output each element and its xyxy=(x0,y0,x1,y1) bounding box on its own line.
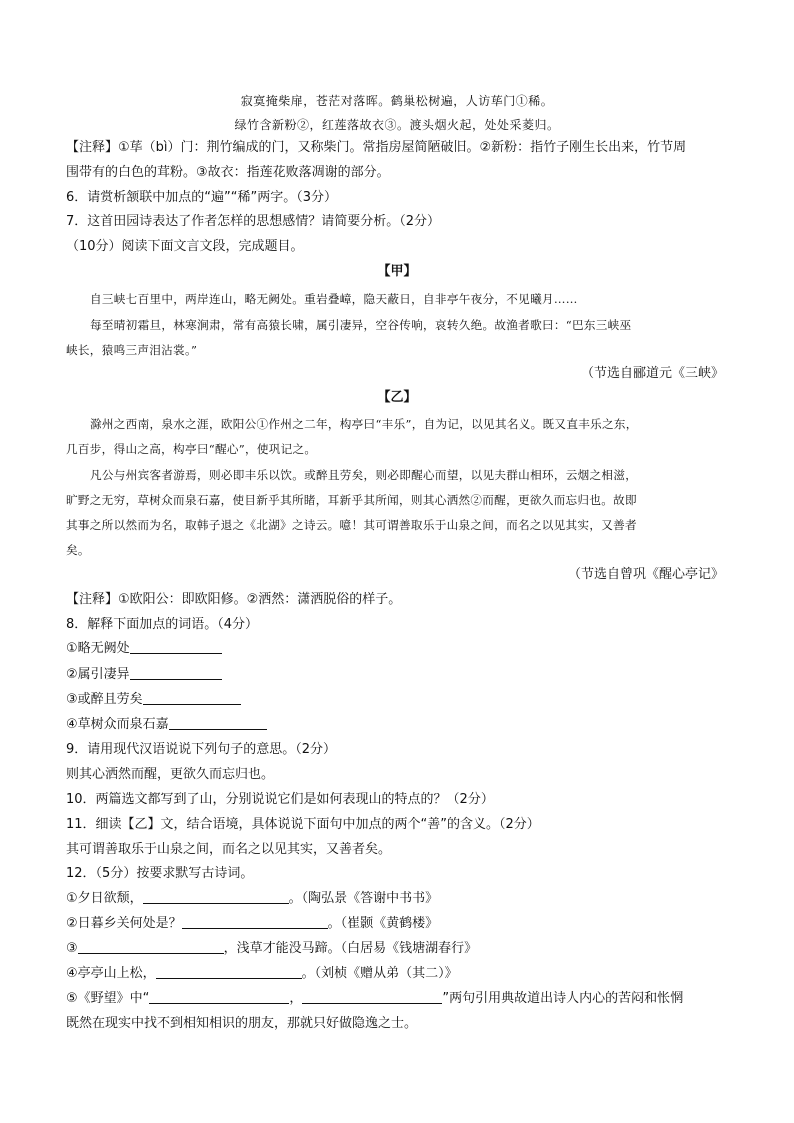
answer-blank[interactable] xyxy=(169,716,267,730)
answer-blank[interactable] xyxy=(130,640,222,654)
passage-jia-heading: 【甲】 xyxy=(377,264,417,279)
question-8-item-4: ④草树众而泉石嘉 xyxy=(66,716,267,734)
section-intro: （10分）阅读下面文言文段，完成题目。 xyxy=(66,239,304,254)
passage-jia-paragraph-1: 自三峡七百里中，两岸连山，略无阙处。重岩叠嶂，隐天蔽日，自非亭午夜分，不见曦月…… xyxy=(90,292,578,306)
answer-blank[interactable] xyxy=(143,890,289,904)
question-8-item-3: ③或醉且劳矣 xyxy=(66,691,241,709)
passage-yi-p1-line-1: 滁州之西南，泉水之涯，欧阳公①作州之二年，构亭曰“丰乐”，自为记，以见其名义。既又直丰乐之东， xyxy=(90,417,638,431)
passage-jia-source: （节选自郦道元《三峡》 xyxy=(580,366,724,381)
poem-note-line-1: 【注释】①荜（bì）门：荆竹编成的门，又称柴门。常指房屋简陋破旧。②新粉：指竹子刚生长出来，竹节周 xyxy=(66,140,687,155)
answer-blank[interactable] xyxy=(143,691,241,705)
question-12-item-5-line-2: 既然在现实中找不到相知相识的朋友，那就只好做隐逸之士。 xyxy=(66,1016,418,1031)
question-7: 7．这首田园诗表达了作者怎样的思想感情？请简要分析。（2分） xyxy=(66,214,441,229)
passage-yi-p2-line-4: 矣。 xyxy=(66,543,90,557)
passage-yi-heading: 【乙】 xyxy=(377,390,417,405)
passage-jia-paragraph-2-line-2: 峡长，猿鸣三声泪沾裳。” xyxy=(66,343,198,357)
passage-yi-source: （节选自曾巩《醒心亭记》 xyxy=(567,567,724,582)
question-12-item-2: ②日暮乡关何处是？ 。（崔颢《黄鹤楼》 xyxy=(66,916,439,931)
question-12-item-5: ⑤《野望》中“ ， ”两句引用典故道出诗人内心的苦闷和怅惘 xyxy=(66,991,684,1006)
prose-notes: 【注释】①欧阳公：即欧阳修。②洒然：潇洒脱俗的样子。 xyxy=(66,592,402,607)
answer-blank[interactable] xyxy=(149,990,289,1004)
question-9: 9．请用现代汉语说说下列句子的意思。（2分） xyxy=(66,742,337,757)
passage-yi-p2-line-1: 凡公与州宾客者游焉，则必即丰乐以饮。或醉且劳矣，则必即醒心而望，以见夫群山相环，云烟之相滋， xyxy=(90,468,638,482)
answer-blank[interactable] xyxy=(182,915,328,929)
question-10: 10．两篇选文都写到了山，分别说说它们是如何表现山的特点的？（2分） xyxy=(66,792,494,807)
answer-blank[interactable] xyxy=(156,965,302,979)
poem-note-line-2: 围带有的白色的茸粉。③故衣：指莲花败落凋谢的部分。 xyxy=(66,165,390,180)
answer-blank[interactable] xyxy=(130,666,222,680)
question-12: 12．（5分）按要求默写古诗词。 xyxy=(66,866,254,881)
question-12-item-3: ③ ，浅草才能没马蹄。（白居易《钱塘湖春行》 xyxy=(66,941,478,956)
question-11: 11．细读【乙】文，结合语境，具体说说下面句中加点的两个“善”的含义。（2分） xyxy=(66,817,540,832)
poem-line-1: 寂寞掩柴扉，苍茫对落晖。鹤巢松树遍，人访荜门①稀。 xyxy=(240,94,554,108)
question-8-item-1: ①略无阙处 xyxy=(66,640,222,658)
question-12-item-4: ④亭亭山上松， 。（刘桢《赠从弟（其二）》 xyxy=(66,966,458,981)
passage-jia-paragraph-2-line-1: 每至晴初霜旦，林寒涧肃，常有高猿长啸，属引凄异，空谷传响，哀转久绝。故渔者歌曰：“巴东三峡巫 xyxy=(90,318,632,332)
question-12-item-1: ①夕日欲颓， 。（陶弘景《答谢中书书》 xyxy=(66,891,439,906)
passage-yi-p2-line-3: 其事之所以然而为名，取韩子退之《北湖》之诗云。噫！其可谓善取乐于山泉之间，而名之以见其实，又善者 xyxy=(66,518,637,532)
question-6: 6．请赏析颔联中加点的“遍”“稀”两字。（3分） xyxy=(66,190,337,205)
passage-yi-p1-line-2: 几百步，得山之高，构亭曰“醒心”，使巩记之。 xyxy=(66,442,317,456)
question-8: 8．解释下面加点的词语。（4分） xyxy=(66,617,259,632)
answer-blank[interactable] xyxy=(302,990,442,1004)
question-9-sentence: 则其心洒然而醒，更欲久而忘归也。 xyxy=(66,767,275,782)
question-11-sentence: 其可谓善取乐于山泉之间，而名之以见其实，又善者矣。 xyxy=(66,842,392,857)
poem-line-2: 绿竹含新粉②，红莲落故衣③。渡头烟火起，处处采菱归。 xyxy=(234,118,560,132)
question-8-item-2: ②属引凄异 xyxy=(66,666,222,684)
passage-yi-p2-line-2: 旷野之无穷，草树众而泉石嘉，使目新乎其所睹，耳新乎其所闻，则其心洒然②而醒，更欲久而忘归也。故即 xyxy=(66,493,637,507)
answer-blank[interactable] xyxy=(78,940,224,954)
